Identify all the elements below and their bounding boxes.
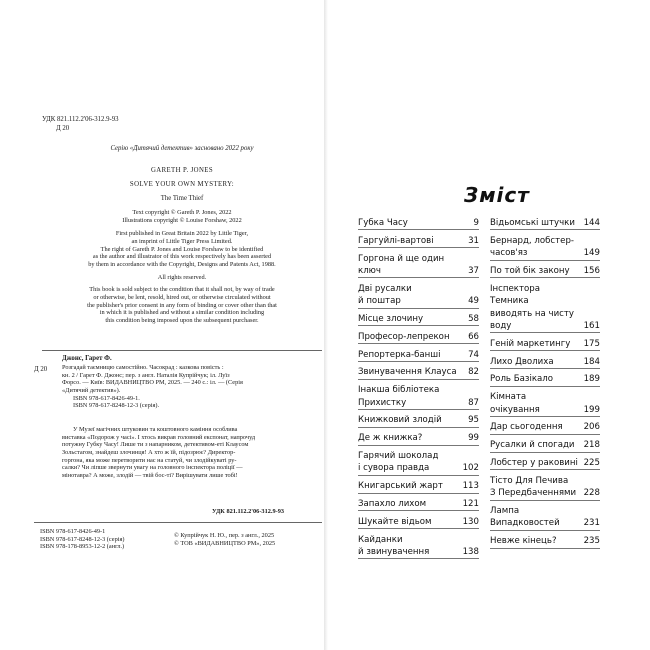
copyright-line: Text copyright © Gareth P. Jones, 2022 xyxy=(132,209,232,216)
toc-entry-title: Дві русалки xyxy=(358,283,412,294)
toc-entry-title: і сувора правда xyxy=(358,463,430,474)
toc-entry-page: 231 xyxy=(583,518,600,529)
toc-entry-page: 138 xyxy=(462,546,479,557)
copyright-line: the publisher's prior consent in any form of binding or cover other than that xyxy=(87,301,277,309)
annotation-line: мінотавра? А може, злодій — твій бос-ті? Вирішувати лише тобі! xyxy=(62,472,238,480)
toc-entry-title: Відьомські штучки xyxy=(490,218,575,228)
toc-entry-page: 66 xyxy=(468,331,479,342)
toc-entry[interactable] xyxy=(490,338,600,351)
copyright-line: in which it is published and without a similar condition including xyxy=(99,309,265,317)
toc-entry-page: 121 xyxy=(462,498,479,509)
book-gutter xyxy=(324,0,328,650)
toc-entry-title: Тісто Для Печива xyxy=(490,475,569,486)
toc-entry[interactable] xyxy=(490,283,600,334)
toc-entry[interactable] xyxy=(490,457,600,470)
toc-entry[interactable] xyxy=(490,421,600,434)
toc-entry-page: 9 xyxy=(473,218,479,228)
toc-entry-title: Шукайте відьом xyxy=(358,516,432,527)
toc-entry-title: Лихо Дволиха xyxy=(490,356,554,367)
copyright-line: this condition being imposed upon the subsequent purchaser. xyxy=(105,317,259,325)
toc-entry-page: 82 xyxy=(468,367,479,378)
toc-entry-page: 156 xyxy=(583,266,600,276)
annotation-line: У Музеї магічних штуковин та коштовного каміння особлива xyxy=(73,426,238,433)
toc-entry-title: ключ xyxy=(358,266,381,276)
toc-entry[interactable] xyxy=(490,265,600,278)
toc-entry-title: Бернард, лобстер- xyxy=(490,235,575,246)
copyright-line: an imprint of Little Tiger Press Limited. xyxy=(131,238,233,246)
toc-entry-page: 37 xyxy=(468,266,479,276)
toc-entry-title: Геній маркетингу xyxy=(490,338,571,349)
toc-entry-page: 49 xyxy=(468,296,479,307)
toc-entry-page: 225 xyxy=(583,458,600,468)
catalog-isbn: ISBN 978-617-8248-12-3 (серія). xyxy=(73,402,160,410)
toc-entry-title: Губка Часу xyxy=(358,218,408,228)
toc-entry-page: 218 xyxy=(583,440,600,451)
toc-entry-title: Русалки й спогади xyxy=(490,440,575,451)
toc-entry-page: 199 xyxy=(583,404,600,415)
toc-entry[interactable] xyxy=(358,235,479,248)
left-page xyxy=(0,0,322,650)
toc-entry-title: Запахло лихом xyxy=(358,498,427,509)
toc-column-left xyxy=(358,217,479,564)
toc-entry-title: Репортерка-банші xyxy=(358,349,441,360)
toc-entry[interactable] xyxy=(358,534,479,560)
toc-entry-title: Гаргуйлі-вартові xyxy=(358,235,434,246)
toc-entry-title: й звинувачення xyxy=(358,546,430,557)
annotation-line: Зольстагом, знайдеш злочинця! А хто ж їй, підозрює? Директор- xyxy=(62,449,236,457)
subtitle-en: The Time Thief xyxy=(160,195,204,202)
toc-entry[interactable] xyxy=(490,373,600,386)
catalog-isbn: ISBN 978-617-8426-49-1. xyxy=(73,394,140,402)
toc-entry[interactable] xyxy=(358,217,479,230)
annotation-line: горгона, яка може перетворити нас на статуй, чи злодійкуваті ру- xyxy=(62,456,237,464)
udk-code-bottom: УДК 821.112.2'06-312.9-93 xyxy=(211,508,284,515)
toc-entry-title: Книгарський жарт xyxy=(358,481,443,492)
toc-entry[interactable] xyxy=(358,450,479,476)
toc-entry-page: 175 xyxy=(583,338,600,349)
catalog-line: кн. 2 / Гарет Ф. Джонс; пер. з англ. Наталія Купрійчук; іл. Луїз xyxy=(62,371,230,379)
toc-entry[interactable] xyxy=(490,391,600,417)
toc-entry-page: 74 xyxy=(468,349,479,360)
catalog-record xyxy=(62,364,284,410)
toc-entry-title: По той бік закону xyxy=(490,266,570,276)
copyright-line: The right of Gareth P. Jones and Louise Forshaw to be identified xyxy=(100,245,264,253)
toc-entry[interactable] xyxy=(358,480,479,493)
isbn-line: ISBN 978-178-8953-12-2 (англ.) xyxy=(40,543,125,551)
toc-entry-title: Де ж книжка? xyxy=(358,433,423,444)
toc-entry-title: Інакша бібліотека xyxy=(358,385,440,396)
toc-entry[interactable] xyxy=(358,331,479,344)
copyright-line: or otherwise, be lent, resold, hired out, or otherwise circulated without xyxy=(93,294,271,302)
toc-entry-title: Кімната очікування xyxy=(490,392,540,415)
copyright-line: by them in accordance with the Copyright, Designs and Patents Act, 1988. xyxy=(88,261,276,269)
toc-entry-title: Інспектора Темника xyxy=(490,283,540,307)
annotation xyxy=(62,426,284,480)
toc-entry-title: й поштар xyxy=(358,296,401,307)
toc-entry[interactable] xyxy=(490,475,600,501)
udk-code-top: УДК 821.112.2'06-312.9-93 xyxy=(42,116,119,123)
toc-entry-page: 130 xyxy=(462,516,479,527)
toc-entry[interactable] xyxy=(358,313,479,326)
toc-entry-page: 161 xyxy=(583,321,600,332)
annotation-line: виставка «Подорож у часі». І хтось викрав головний експонат, напрочуд xyxy=(62,433,256,441)
title-en: SOLVE YOUR OWN MYSTERY: xyxy=(129,181,235,188)
toc-entry[interactable] xyxy=(490,439,600,452)
toc-entry-title: Книжковий злодій xyxy=(358,415,442,426)
annotation-line: потужну Губку Часу! Лише ти з напарником, детективом-еті Клаусом xyxy=(62,441,249,449)
toc-entry-title: Невже кінець? xyxy=(490,536,557,547)
toc-entry-title: Професор-лепрекон xyxy=(358,331,450,342)
copyright-line: as the author and illustrator of this work respectively has been asserted xyxy=(92,253,272,261)
translation-copyright-line: © ТОВ «ВИДАВНИЦТВО РМ», 2025 xyxy=(174,539,276,547)
toc-entry[interactable] xyxy=(358,384,479,410)
translation-copyright-line: © Купрійчук Н. Ю., пер. з англ., 2025 xyxy=(174,532,275,539)
catalog-line: «Дитячий детектив»). xyxy=(62,387,121,395)
toc-entry-page: 228 xyxy=(583,488,600,499)
toc-entry-page: 113 xyxy=(462,481,479,492)
toc-entry-title: воду xyxy=(490,321,512,332)
toc-entry-title: Дар сьогодення xyxy=(490,422,563,433)
toc-entry-title: Роль Базікало xyxy=(490,374,554,385)
copyright-line: Illustrations copyright © Louise Forshaw, 2022 xyxy=(122,216,242,224)
toc-entry-page: 95 xyxy=(468,415,479,426)
toc-entry[interactable] xyxy=(358,498,479,511)
toc-entry-title: Горгона й ще один xyxy=(358,253,445,264)
contents-heading: Зміст xyxy=(464,183,530,207)
isbn-line: ISBN 978-617-8426-49-1 xyxy=(40,528,106,535)
toc-entry-title: Кайданки xyxy=(358,534,403,545)
toc-entry[interactable] xyxy=(490,217,600,230)
toc-entry-title: Лобстер у раковині xyxy=(490,458,578,468)
toc-entry-title: Звинувачення Клауса xyxy=(358,367,457,378)
toc-entry-page: 144 xyxy=(583,218,600,228)
toc-entry[interactable] xyxy=(358,253,479,279)
toc-entry[interactable] xyxy=(490,235,600,261)
catalog-author: Джонс, Гарет Ф. xyxy=(62,355,112,362)
toc-column-right xyxy=(490,217,600,553)
bbk-code-top: Д 20 xyxy=(56,125,70,132)
catalog-bbk: Д 20 xyxy=(34,366,48,373)
toc-entry-title: Місце злочину xyxy=(358,314,424,324)
annotation-line: салки? Чи ліпше звернути увагу на головного інспектора поліції — xyxy=(62,464,243,472)
copyright-line: First published in Great Britain 2022 by Little Tiger, xyxy=(115,230,249,238)
divider xyxy=(42,350,322,351)
toc-entry[interactable] xyxy=(490,356,600,369)
author-en: GARETH P. JONES xyxy=(150,167,214,174)
toc-entry-page: 235 xyxy=(583,536,600,547)
isbn-line: ISBN 978-617-8248-12-3 (серія) xyxy=(40,535,125,543)
toc-entry-title: Гарячий шоколад xyxy=(358,450,439,461)
toc-entry-page: 102 xyxy=(462,463,479,474)
right-page xyxy=(330,0,650,650)
catalog-line: Розгадай таємницю самостійно. Часокрад : казкова повість : xyxy=(62,364,224,371)
toc-entry-title: Лампа Випадковостей xyxy=(490,506,560,529)
toc-entry-page: 206 xyxy=(583,422,600,433)
catalog-line: Форсо. — Київ: ВИДАВНИЦТВО РМ, 2025. — 240 с.: іл. — (Серія xyxy=(62,379,243,387)
toc-entry[interactable] xyxy=(358,283,479,309)
toc-entry-page: 87 xyxy=(468,397,479,408)
toc-entry-page: 99 xyxy=(468,433,479,444)
toc-entry-page: 58 xyxy=(468,314,479,324)
toc-entry[interactable] xyxy=(358,366,479,379)
copyright-line: All rights reserved. xyxy=(157,273,207,281)
series-note: Серію «Дитячий детектив» засновано 2022 року xyxy=(110,145,254,152)
toc-entry-title: виводять на чисту xyxy=(490,308,574,319)
toc-entry[interactable] xyxy=(358,516,479,529)
divider xyxy=(34,522,322,523)
translation-copyright xyxy=(174,532,275,547)
toc-entry-page: 31 xyxy=(468,235,479,246)
isbn-block xyxy=(40,528,124,551)
toc-entry-title: часов'яз xyxy=(490,248,528,259)
toc-entry[interactable] xyxy=(358,414,479,427)
toc-entry-page: 189 xyxy=(583,374,600,385)
toc-entry-page: 149 xyxy=(583,248,600,259)
toc-entry-page: 184 xyxy=(583,356,600,367)
toc-entry[interactable] xyxy=(358,349,479,362)
toc-entry[interactable] xyxy=(490,505,600,531)
copyright-block xyxy=(42,209,322,325)
toc-entry[interactable] xyxy=(490,535,600,548)
toc-entry-title: З Передбаченнями xyxy=(490,488,577,499)
toc-entry-title: Прихистку xyxy=(358,397,407,408)
copyright-line: This book is sold subject to the condition that it shall not, by way of trade xyxy=(89,286,275,294)
toc-entry[interactable] xyxy=(358,432,479,445)
